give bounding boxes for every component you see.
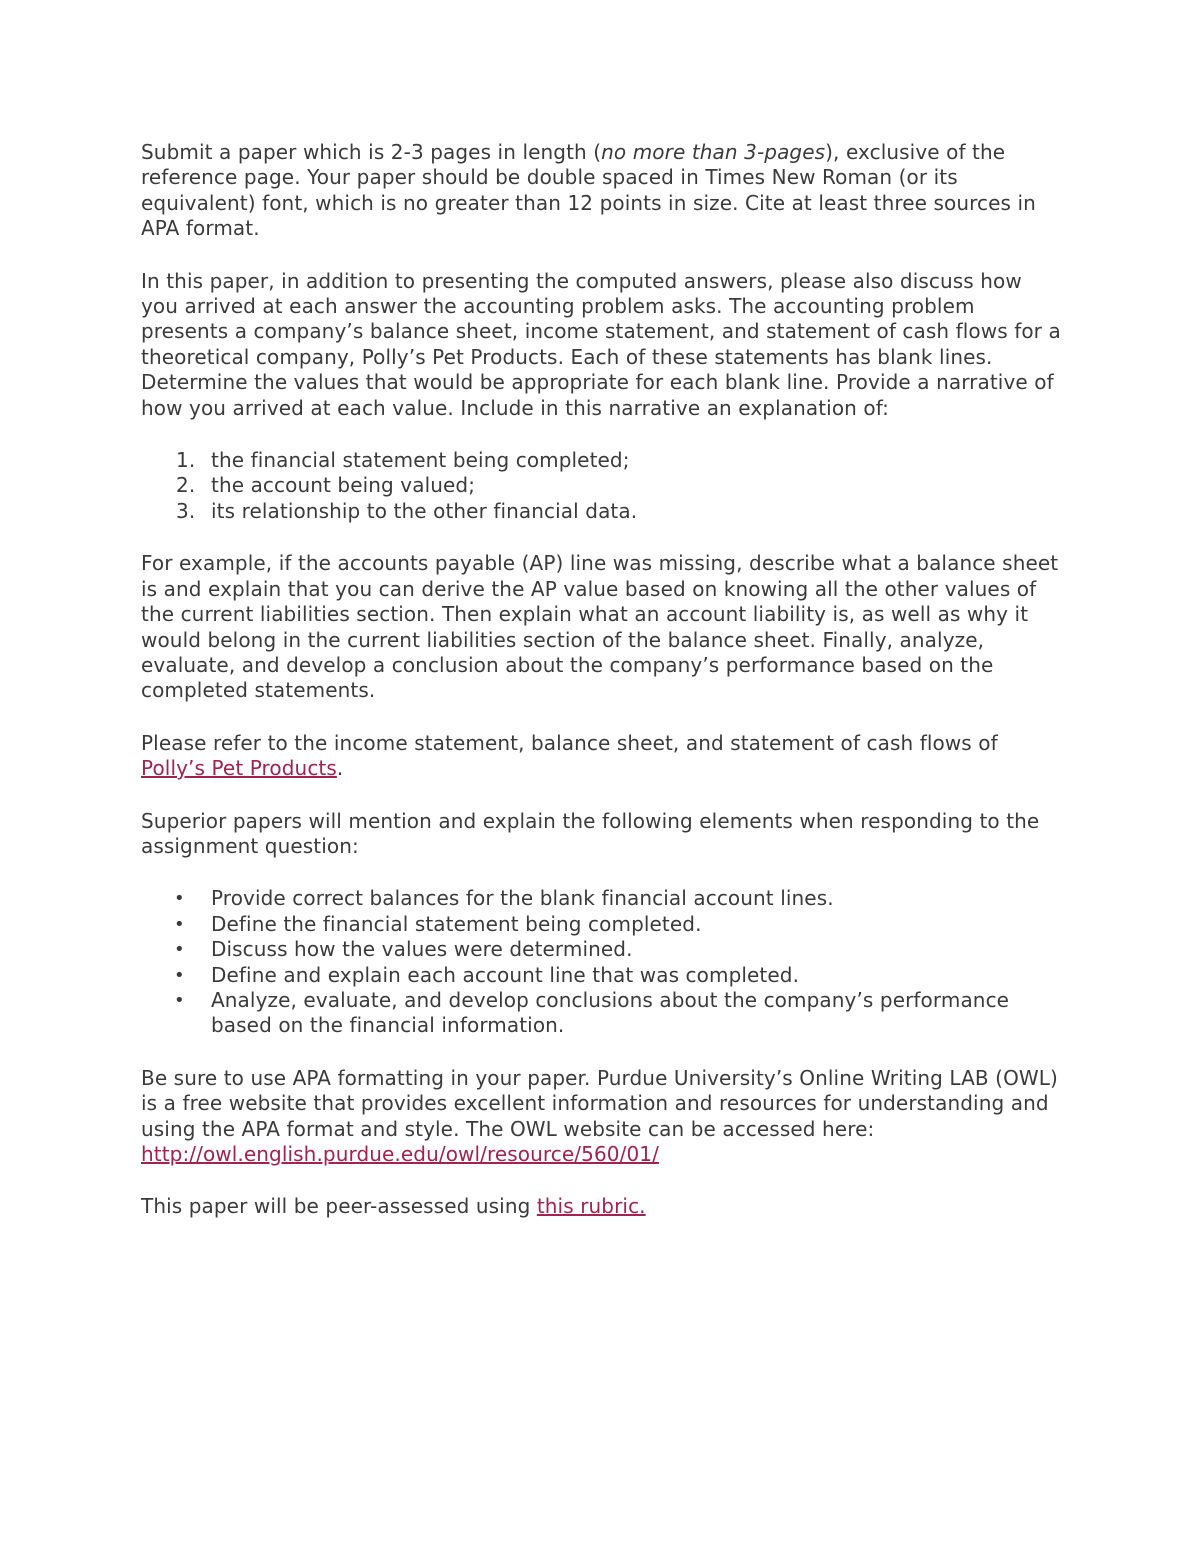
list-item: [141, 499, 1061, 524]
bullet-icon: •: [174, 964, 185, 986]
intro-italic-text: no more than 3-pages: [601, 140, 826, 164]
bullet-list: [141, 886, 1061, 1038]
list-item-text: Define and explain each account line that was completed.: [211, 962, 800, 987]
intro-text-start: Submit a paper which is 2-3 pages in length (: [141, 140, 602, 164]
instructions-paragraph: In this paper, in addition to presenting the computed answers, please also discuss how you arrived at each answer the accounting problem asks. The accounting problem presents a company’s balance sheet, income statement, and statement of cash flows for a theoretical company, Polly’s Pet Products. Each of these statements has blank lines. Determine the values that would be appropriate for each blank line. Provide a narrative of how you arrived at each value. Include in this narrative an explanation of:: [141, 268, 1061, 420]
list-item-text: Analyze, evaluate, and develop conclusions about the company’s performance based on the financial information.: [211, 987, 1010, 1038]
rubric-link[interactable]: this rubric.: [536, 1194, 646, 1219]
bullet-icon: •: [174, 989, 185, 1011]
superior-papers-paragraph: Superior papers will mention and explain the following elements when responding to the assignment question:: [141, 808, 1040, 858]
list-item-text: the financial statement being completed;: [211, 448, 630, 473]
list-number: 2.: [176, 473, 196, 498]
owl-link[interactable]: http://owl.english.purdue.edu/owl/resource/560/01/: [141, 1142, 659, 1166]
list-item: [141, 937, 1061, 962]
bullet-icon: •: [174, 939, 185, 961]
list-item-text: Provide correct balances for the blank financial account lines.: [211, 886, 834, 911]
rubric-paragraph: [141, 1194, 1061, 1219]
list-number: 3.: [176, 498, 196, 523]
reference-text-end: .: [336, 756, 344, 781]
intro-paragraph: [141, 140, 1061, 242]
list-item-text: its relationship to the other financial data.: [211, 498, 638, 523]
rubric-text: This paper will be peer-assessed using: [141, 1194, 537, 1219]
example-paragraph: For example, if the accounts payable (AP) line was missing, describe what a balance sheet is and explain that you can derive the AP value based on knowing all the other values of the current liabilities section. Then explain what an account liability is, as well as why it would belong in the current liabilities section of the balance sheet. Finally, analyze, evaluate, and develop a conclusion about the company’s performance based on the completed statements.: [141, 551, 1059, 703]
bullet-icon: •: [174, 888, 185, 910]
list-item-text: Define the financial statement being completed.: [211, 911, 702, 936]
list-item: [141, 886, 1061, 911]
list-item: [141, 988, 1061, 1039]
numbered-list: [141, 448, 1061, 524]
list-item-text: Discuss how the values were determined.: [211, 937, 633, 962]
list-number: 1.: [176, 448, 196, 473]
reference-text: Please refer to the income statement, balance sheet, and statement of cash flows of: [141, 730, 998, 755]
intro-text-end: ), exclusive of the reference page. Your paper should be double spaced in Times New Roman (or its equivalent) font, which is no greater than 12 points in size. Cite at least three sources in APA format.: [141, 140, 1036, 241]
list-item: [141, 963, 1061, 988]
bullet-icon: •: [174, 913, 185, 935]
list-item: [141, 912, 1061, 937]
document-page: [141, 140, 1061, 1247]
list-item: [141, 473, 1061, 498]
apa-paragraph: [141, 1066, 1061, 1168]
apa-text: Be sure to use APA formatting in your paper. Purdue University’s Online Writing LAB (OWL) is a free website that provides excellent information and resources for understanding and using the APA format and style. The OWL website can be accessed here:: [141, 1065, 1058, 1141]
list-item-text: the account being valued;: [211, 473, 476, 498]
reference-paragraph: [141, 731, 1061, 782]
pollys-pet-products-link[interactable]: Polly’s Pet Products: [141, 756, 337, 781]
list-item: [141, 448, 1061, 473]
